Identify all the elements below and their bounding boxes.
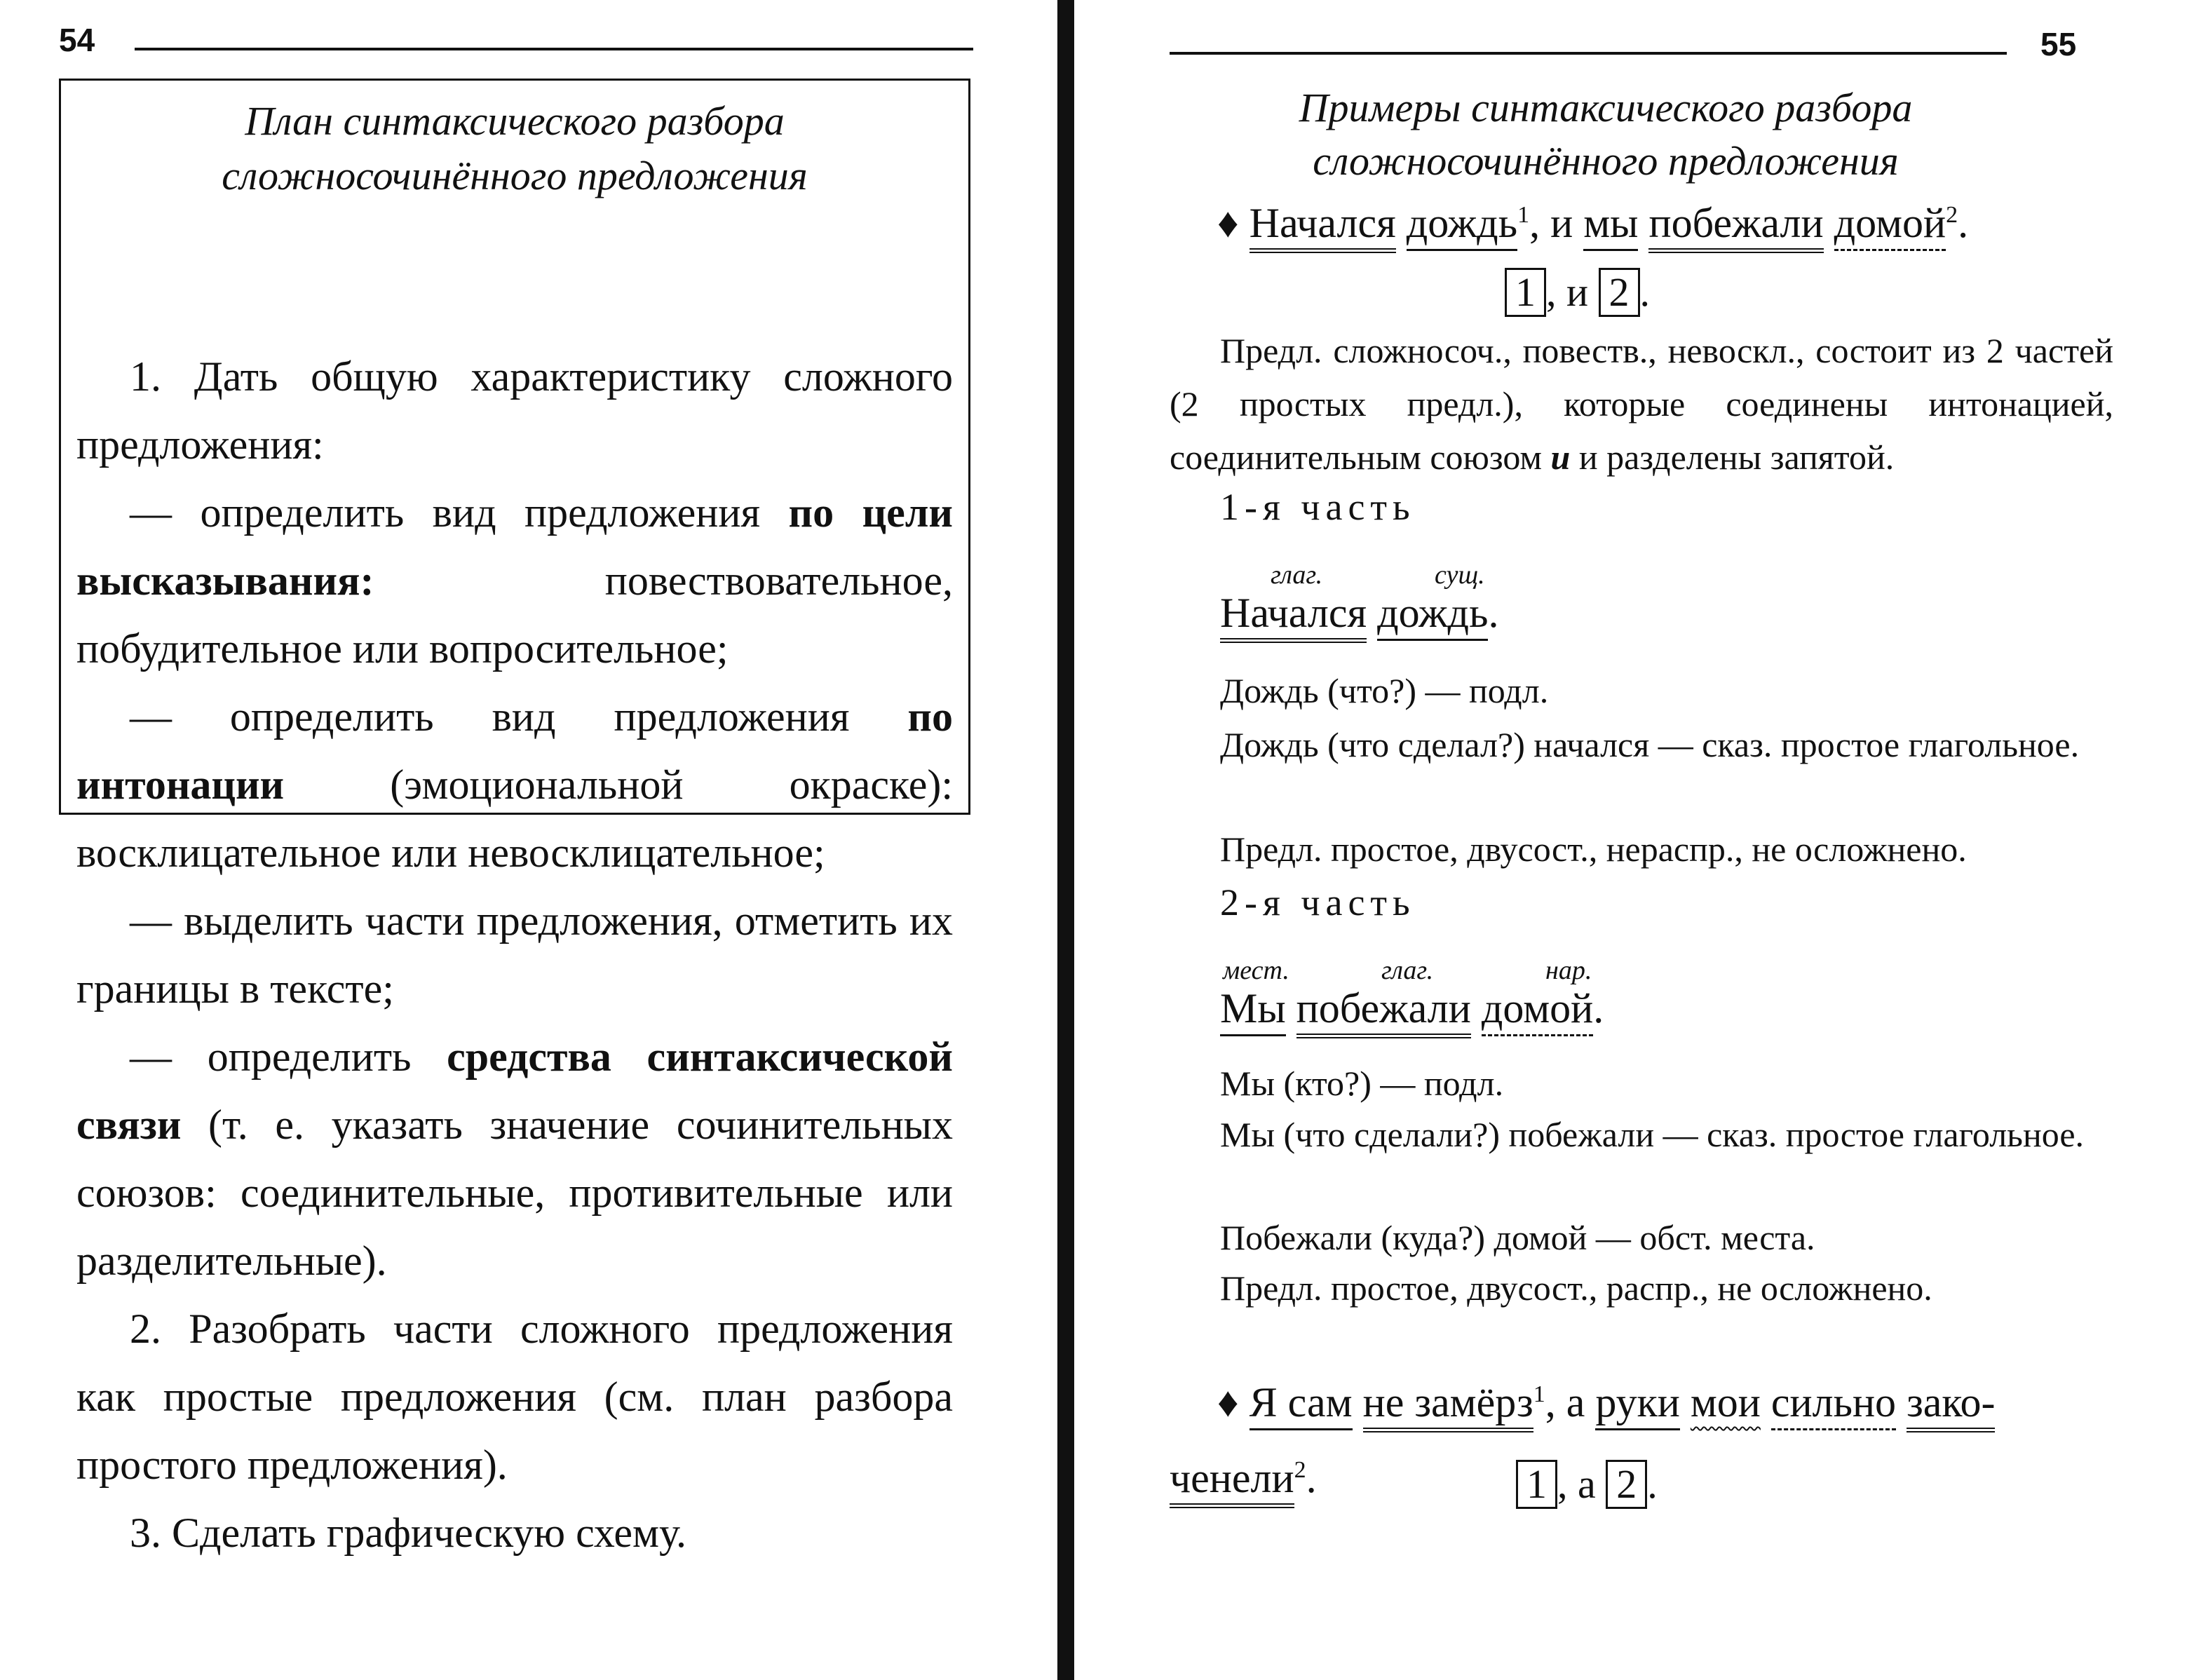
part2-line3: Побежали (куда?) домой — обст. места. [1220,1218,1815,1257]
plan-body [76,343,953,1567]
part2-line1: Мы (кто?) — подл. [1220,1064,1504,1103]
part1-line3: Предл. простое, двусост., нераспр., не осложнено. [1220,829,1967,869]
part2-line4: Предл. простое, двусост., распр., не осложнено. [1220,1268,1932,1308]
plan-substep-intonation: — определить вид предложения по интонации (эмоциональной окраске): восклицательное или невосклицательное; [76,693,953,876]
plan-substep-goal: — определить вид предложения по цели высказывания: повествовательное, побудительное или вопросительное; [76,489,953,672]
plan-step-2: 2. Разобрать части сложного предложения как простые предложения (см. план разбора простого предложения). [76,1306,953,1488]
header-rule-right [1170,52,2007,55]
example2-sentence-line1: ♦ Я сам не замёрз$^1$, а руки мои сильно зако- [1217,1378,1995,1427]
plan-box [59,79,970,1556]
page-number-right: 55 [2040,26,2077,62]
part1-pos-verb: глаг. [1271,560,1323,590]
part2-pos-pronoun: мест. [1223,956,1289,985]
part2-label: 2-я часть [1220,881,1416,923]
part2-pos-adverb: нар. [1545,956,1592,985]
part2-line2: Мы (что сделали?) побежали — сказ. простое глагольное. [1220,1115,2085,1154]
plan-title-line2: сложносочинённого предложения [222,153,808,198]
examples-title-line1: Примеры синтаксического разбора [1299,85,1913,130]
example1-sentence: ♦ Начался дождь$^1$, и мы побежали домой$^2$. [1217,199,1968,248]
examples-title-line2: сложносочинённого предложения [1313,138,1899,184]
example1-description: Предл. сложносоч., повеств., невоскл., состоит из 2 частей (2 простых предл.), которые соединены интонацией, соединительным союзом и и разделены запятой. [1170,331,2113,477]
part2-pos-verb: глаг. [1381,956,1434,985]
ex1-adverbial-word: домой [1834,200,1946,251]
plan-step-1: 1. Дать общую характеристику сложного предложения: [76,353,953,468]
example2-sentence-line2: ченели$^2$. [1170,1454,1317,1503]
header-rule-left [135,48,973,50]
ex1-predicate2-word: побежали [1648,200,1823,253]
part2-sentence: Мы побежали домой. [1220,984,1604,1033]
part1-line2: Дождь (что сделал?) начался — сказ. простое глагольное. [1220,725,2080,764]
plan-title-line1: План синтаксического разбора [245,98,785,144]
right-page [1080,0,2194,1680]
book-spine [1057,0,1074,1680]
ex1-subject-word: дождь [1407,200,1517,251]
part1-line1: Дождь (что?) — подл. [1220,671,1549,710]
page-number-left: 54 [59,22,95,58]
plan-substep-links: — определить средства синтаксической связи (т. е. указать значение сочинительных союзов: соединительные, противительные или разделительные). [76,1034,953,1284]
plan-step-3: 3. Сделать графическую схему. [130,1510,687,1556]
part1-sentence: Начался дождь. [1220,589,1498,637]
example2-scheme: 1 , а 2 . [1516,1460,1658,1509]
ex1-predicate-word: Начался [1250,200,1396,253]
part1-pos-noun: сущ. [1435,560,1485,590]
ex1-subject2-word: мы [1583,200,1638,251]
plan-substep-parts: — выделить части предложения, отметить их границы в тексте; [76,897,953,1012]
example1-scheme: 1 , и 2 . [1505,268,1650,317]
part1-label: 1-я часть [1220,486,1416,528]
left-page [0,0,1052,1680]
